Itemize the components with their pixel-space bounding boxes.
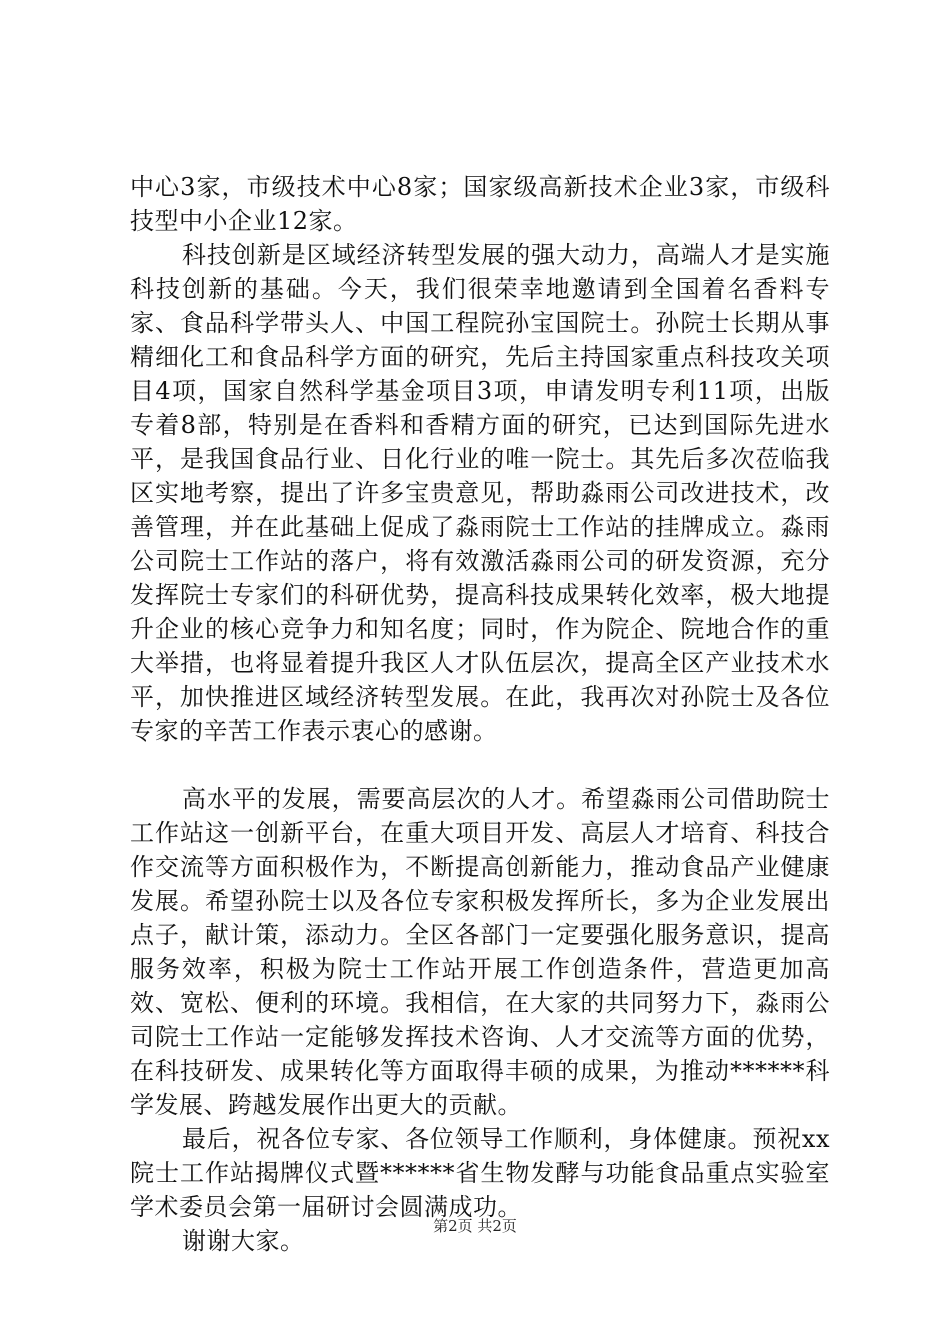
paragraph-thanks: 谢谢大家。	[182, 1227, 305, 1255]
paragraph-high-level-talent: 高水平的发展，需要高层次的人才。希望淼雨公司借助院士工作站这一创新平台，在重大项目开发、高层人才培育、科技合作交流等方面积极作为，不断提高创新能力，推动食品产业健康发展。希望孙院士以及各位专家积极发挥所长，多为企业发展出点子，献计策，添动力。全区各部门一定要强化服务意识，提高服务效率，积极为院士工作站开展工作创造条件，营造更加高效、宽松、便利的环境。我相信，在大家的共同努力下，淼雨公司院士工作站一定能够发挥技术咨询、人才交流等方面的优势，在科技研发、成果转化等方面取得丰硕的成果，为推动******科学发展、跨越发展作出更大的贡献。	[130, 785, 830, 1119]
paragraph-spacer	[130, 748, 830, 782]
page-number-footer: 第2页 共2页	[433, 1217, 517, 1235]
paragraph-continuation: 中心3家，市级技术中心8家；国家级高新技术企业3家，市级科技型中小企业12家。	[130, 173, 830, 235]
paragraph-closing-wishes: 最后，祝各位专家、各位领导工作顺利，身体健康。预祝xx院士工作站揭牌仪式暨******省生物发酵与功能食品重点实验室学术委员会第一届研讨会圆满成功。	[130, 1125, 830, 1221]
document-body	[130, 170, 830, 1258]
paragraph-tech-innovation: 科技创新是区域经济转型发展的强大动力，高端人才是实施科技创新的基础。今天，我们很荣幸地邀请到全国着名香料专家、食品科学带头人、中国工程院孙宝国院士。孙院士长期从事精细化工和食品科学方面的研究，先后主持国家重点科技攻关项目4项，国家自然科学基金项目3项，申请发明专利11项，出版专着8部，特别是在香料和香精方面的研究，已达到国际先进水平，是我国食品行业、日化行业的唯一院士。其先后多次莅临我区实地考察，提出了许多宝贵意见，帮助淼雨公司改进技术，改善管理，并在此基础上促成了淼雨院士工作站的挂牌成立。淼雨公司院士工作站的落户，将有效激活淼雨公司的研发资源，充分发挥院士专家们的科研优势，提高科技成果转化效率，极大地提升企业的核心竞争力和知名度；同时，作为院企、院地合作的重大举措，也将显着提升我区人才队伍层次，提高全区产业技术水平，加快推进区域经济转型发展。在此，我再次对孙院士及各位专家的辛苦工作表示衷心的感谢。	[130, 241, 830, 745]
